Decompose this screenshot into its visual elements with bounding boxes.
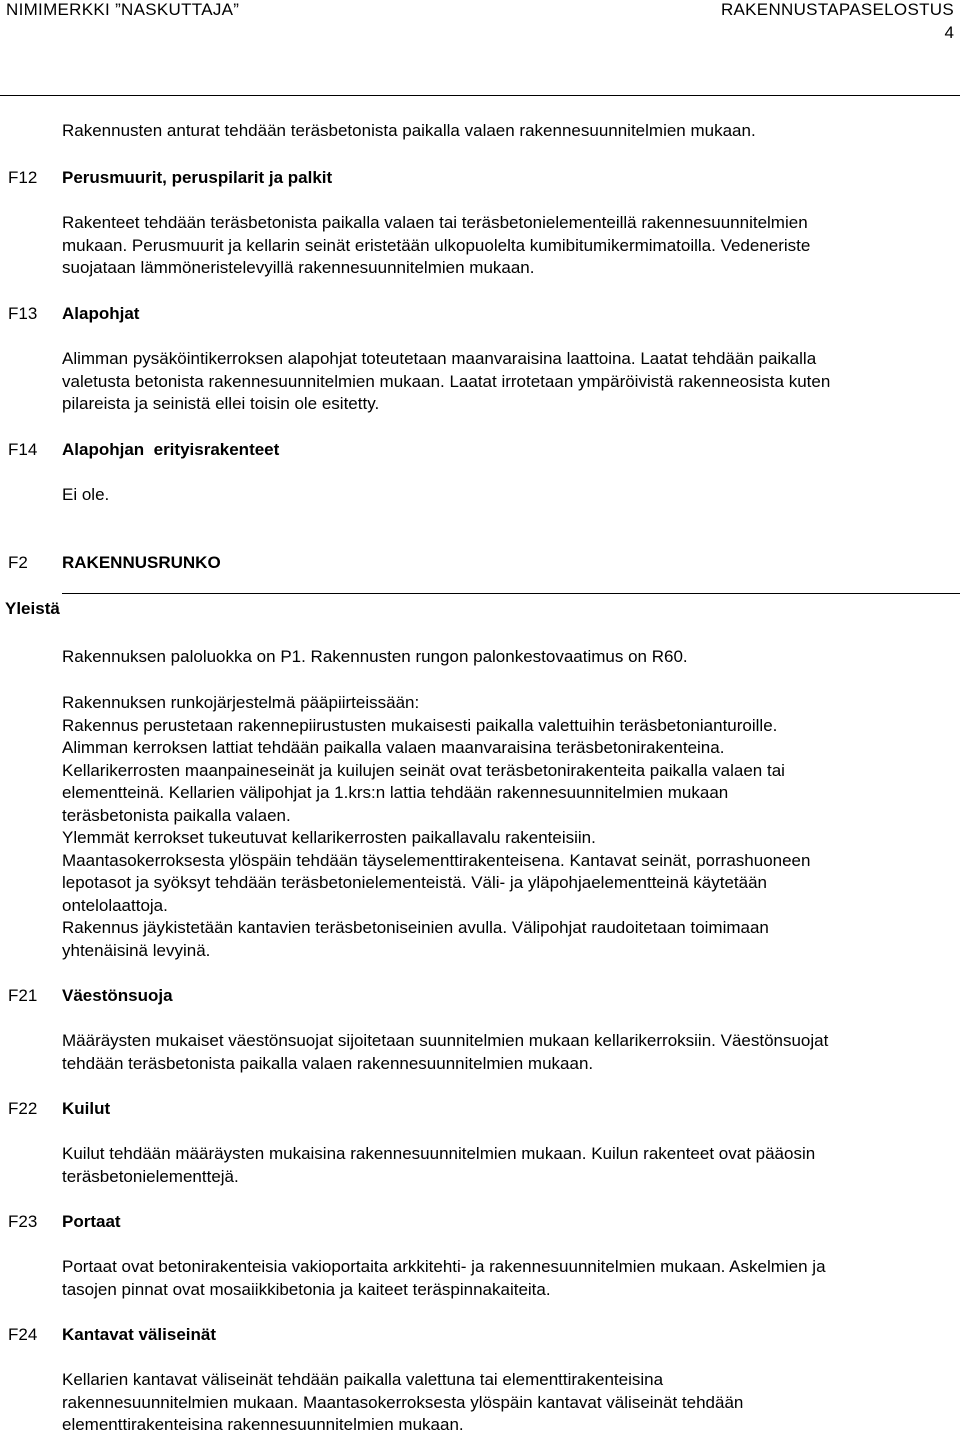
section-title-f12: Perusmuurit, peruspilarit ja palkit <box>62 168 333 187</box>
section-code-f13: F13 <box>8 304 38 323</box>
header-right-title: RAKENNUSTAPASELOSTUS <box>720 0 954 19</box>
section-code-f21: F21 <box>8 986 38 1005</box>
section-text-f24: Kellarien kantavat väliseinät tehdään paikalla valettuna tai elementtirakenteisina rakennesuunnitelmien mukaan. Maantasokerroksesta ylöspäin kantavat väliseinät tehdään elementtirakenteisina rakennesuunnitelmien mukaan. <box>62 1370 744 1434</box>
subsection-title-yleista: Yleistä <box>5 599 60 618</box>
section-title-f13: Alapohjat <box>62 304 140 323</box>
section-text-f22: Kuilut tehdään määräysten mukaisina rakennesuunnitelmien mukaan. Kuilun rakenteet ovat pääosin teräsbetonielementtejä. <box>62 1144 816 1186</box>
section-title-f21: Väestönsuoja <box>62 986 173 1005</box>
page-number: 4 <box>944 23 954 42</box>
header-left-title: NIMIMERKKI ”NASKUTTAJA” <box>6 0 240 19</box>
section-code-f22: F22 <box>8 1099 38 1118</box>
section-text-f13: Alimman pysäköintikerroksen alapohjat toteutetaan maanvaraisina laattoina. Laatat tehdään paikalla valetusta betonista rakennesuunnitelmien mukaan. Laatat irrotetaan ympäröivistä rakenneosista kuten pilareista ja seinistä ellei toisin ole esitetty. <box>62 349 831 413</box>
section-text-f2-intro: Rakennuksen paloluokka on P1. Rakennusten rungon palonkestovaatimus on R60. <box>62 647 688 666</box>
section-title-f23: Portaat <box>62 1212 121 1231</box>
section-title-f2: RAKENNUSRUNKO <box>62 553 221 572</box>
intro-paragraph: Rakennusten anturat tehdään teräsbetonista paikalla valaen rakennesuunnitelmien mukaan. <box>62 121 756 140</box>
section-text-f23: Portaat ovat betonirakenteisia vakioportaita arkkitehti- ja rakennesuunnitelmien mukaan. Askelmien ja tasojen pinnat ovat mosaiikkibetonia ja kaiteet teräspinnakaiteita. <box>62 1257 826 1299</box>
section-text-f21: Määräysten mukaiset väestönsuojat sijoitetaan suunnitelmien mukaan kellarikerroksiin. Väestönsuojat tehdään teräsbetonista paikalla valaen rakennesuunnitelmien mukaan. <box>62 1031 829 1073</box>
section-code-f12: F12 <box>8 168 38 187</box>
section-text-f2-body: Rakennuksen runkojärjestelmä pääpiirteissään: Rakennus perustetaan rakennepiirustusten mukaisesti paikalla valettuihin teräsbetonianturoille. Alimman kerroksen lattiat tehdään paikalla valaen maanvaraisina teräsbetonirakenteina. Kellarikerrosten maanpaineseinät ja kuilujen seinät ovat teräsbetonirakenteita paikalla valaen tai elementteinä. Kellarien välipohjat ja 1.krs:n lattia tehdään rakennesuunnitelmien mukaan teräsbetonista paikalla valaen. Ylemmät kerrokset tukeutuvat kellarikerrosten paikallavalu rakenteisiin. Maantasokerroksesta ylöspäin tehdään täyselementtirakenteisena. Kantavat seinät, porrashuoneen lepotasot ja syöksyt tehdään teräsbetonielementeistä. Väli- ja yläpohjaelementteinä käytetään ontelolaattoja. Rakennus jäykistetään kantavien teräsbetoniseinien avulla. Välipohjat raudoitetaan toimimaan yhtenäisinä levyinä. <box>62 693 811 960</box>
section-code-f14: F14 <box>8 440 38 459</box>
section-divider-f2 <box>62 593 960 594</box>
section-code-f23: F23 <box>8 1212 38 1231</box>
section-title-f22: Kuilut <box>62 1099 111 1118</box>
section-code-f2: F2 <box>8 553 28 572</box>
section-text-f12: Rakenteet tehdään teräsbetonista paikalla valaen tai teräsbetonielementeillä rakennesuunnitelmien mukaan. Perusmuurit ja kellarin seinät eristetään ulkopuolelta kumibitumikermimatoilla. Vedeneriste suojataan lämmöneristelevyillä rakennesuunnitelmien mukaan. <box>62 213 811 277</box>
section-code-f24: F24 <box>8 1325 38 1344</box>
section-title-f24: Kantavat väliseinät <box>62 1325 217 1344</box>
section-text-f14: Ei ole. <box>62 485 110 504</box>
section-title-f14: Alapohjan erityisrakenteet <box>62 440 280 459</box>
header-divider <box>0 95 960 96</box>
